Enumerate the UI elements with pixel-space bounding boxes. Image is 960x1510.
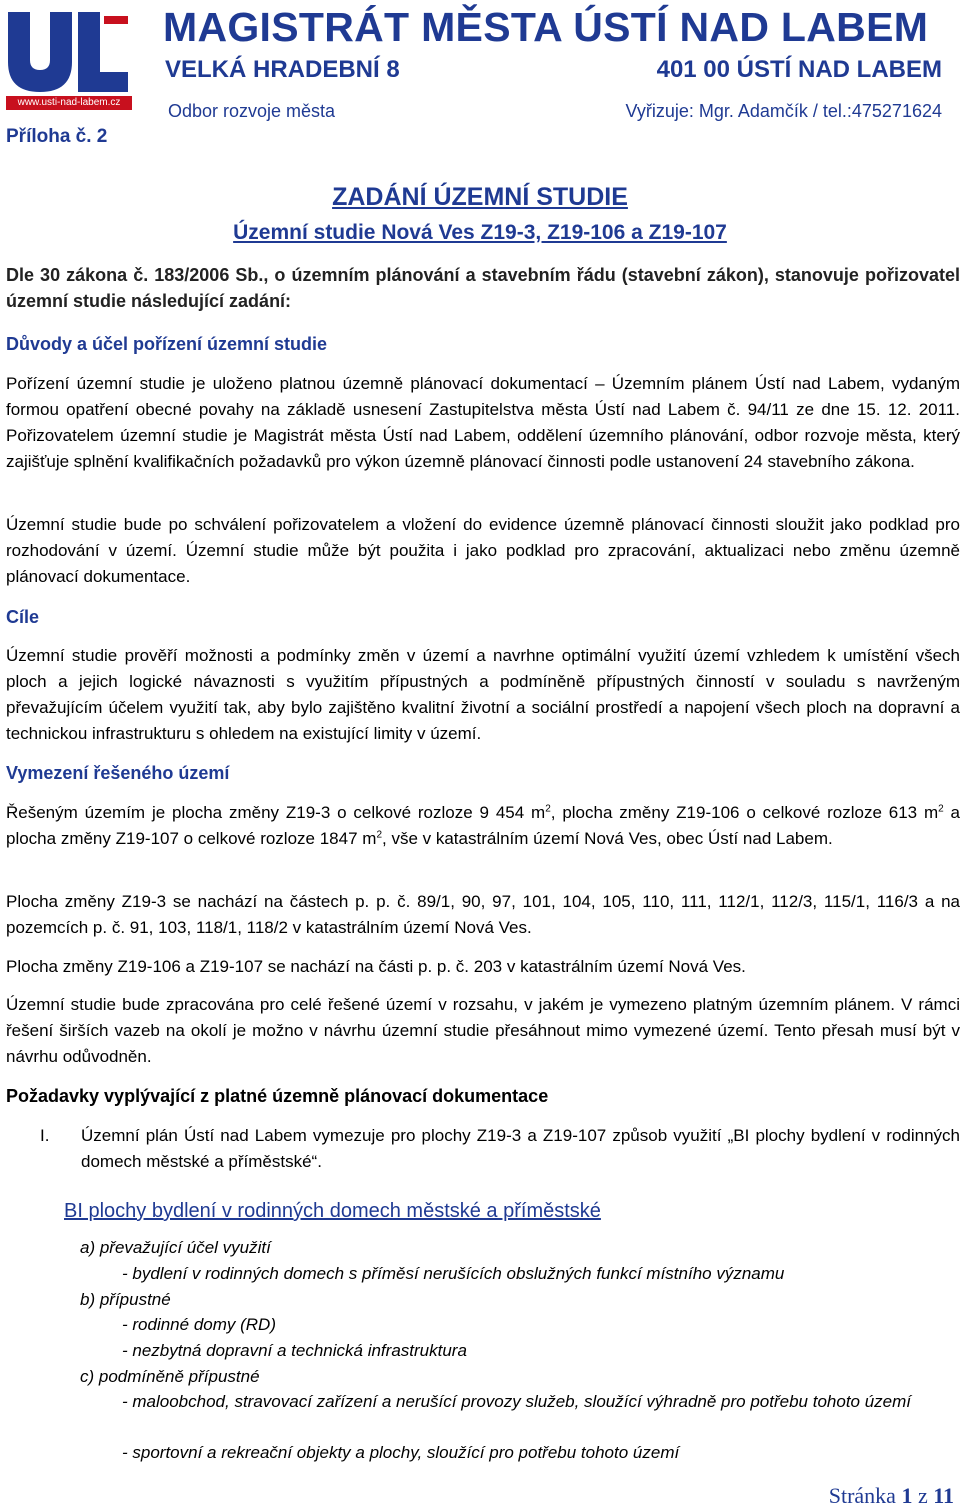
document-subtitle: Územní studie Nová Ves Z19-3, Z19-106 a Z19-107 [233,221,727,244]
city-logo [4,6,134,118]
office-title: MAGISTRÁT MĚSTA ÚSTÍ NAD LABEM [163,4,929,50]
list-item [6,1123,960,1175]
section-reasons [6,331,960,357]
category-b-item: - rodinné domy (RD) [122,1315,276,1334]
section-area-heading [6,760,960,786]
document-title: ZADÁNÍ ÚZEMNÍ STUDIE [332,183,628,211]
contact: Vyřizuje: Mgr. Adamčík / tel.:475271624 [625,101,942,121]
paragraph: Pořízení územní studie je uloženo platnou územně plánovací dokumentací – Územním plánem Ústí nad Labem, vydaným formou opatření obecné povahy na základě usnesení Zastupitelstva města Ústí nad Labem č. 94/11 ze dne 15. 12. 2011. Pořizovatelem územní studie je Magistrát města Ústí nad Labem, oddělení územního plánování, odbor rozvoje města, který zajišťuje splnění kvalifikačních požadavků pro výkon územně plánovací činnosti podle ustanovení 24 stavebního zákona. [6,374,960,471]
paragraph: Plocha změny Z19-3 se nachází na částech p. p. č. 89/1, 90, 97, 101, 104, 105, 110, 111, 112/1, 112/3, 115/1, 116/3 a na pozemcích p. č. 91, 103, 118/1, 118/2 v katastrálním území Nová Ves. [6,892,960,937]
list-text: Územní plán Ústí nad Labem vymezuje pro plochy Z19-3 a Z19-107 způsob využití „BI plochy bydlení v rodinných domech městské a příměstské“. [81,1126,960,1171]
category-c-item: - sportovní a rekreační objekty a plochy, sloužící pro potřebu tohoto území [122,1443,680,1462]
section-area-p2 [6,889,960,941]
section-requirements-heading [6,1083,960,1109]
category-a-item: - bydlení v rodinných domech s příměsí nerušících obslužných funkcí místního významu [122,1264,785,1283]
intro-paragraph [6,262,960,314]
section-heading: Důvody a účel pořízení územní studie [6,334,328,354]
logo-url: www.usti-nad-labem.cz [6,96,132,110]
bi-heading: BI plochy bydlení v rodinných domech městské a příměstské [64,1200,601,1222]
department: Odbor rozvoje města [168,101,336,121]
category-c-label: c) podmíněně přípustné [80,1367,260,1386]
category-b-label: b) přípustné [80,1290,171,1309]
section-goals-p1 [6,643,960,747]
section-goals-heading [6,604,960,630]
paragraph: Plocha změny Z19-106 a Z19-107 se nachází na části p. p. č. 203 v katastrálním území Nová Ves. [6,957,746,976]
section-area-p4 [6,992,960,1070]
office-city: 401 00 ÚSTÍ NAD LABEM [656,56,942,83]
requirements-list [6,1123,960,1175]
section-heading: Vymezení řešeného území [6,763,230,783]
list-number: I. [40,1126,50,1145]
section-reasons-p1 [6,371,960,475]
paragraph: Řešeným územím je plocha změny Z19-3 o celkové rozloze 9 454 $m^2$, plocha změny Z19-106 o celkové rozloze 613 $m^2$ a plocha změny Z19-107 o celkové rozloze 1847 $m^2$, vše v katastrálním území Nová Ves, obec Ústí nad Labem. [6,803,960,848]
section-area-p1 [6,800,960,852]
attachment-label: Příloha č. 2 [6,126,108,147]
usti-logo-icon [4,6,134,98]
office-street: VELKÁ HRADEBNÍ 8 [165,56,400,83]
category-b-item: - nezbytná dopravní a technická infrastruktura [122,1341,467,1360]
section-heading: Požadavky vyplývající z platné územně plánovací dokumentace [6,1086,549,1106]
page-number: Stránka 1 z 11 [828,1483,954,1508]
section-heading: Cíle [6,607,40,627]
intro-text: Dle 30 zákona č. 183/2006 Sb., o územním plánování a stavebním řádu (stavební zákon), stanovuje pořizovatel územní studie následující zadání: [6,265,960,311]
category-a-label: a) převažující účel využití [80,1238,271,1257]
paragraph: Územní studie bude zpracována pro celé řešené území v rozsahu, v jakém je vymezeno platným územním plánem. V rámci řešení širších vazeb na okolí je možno v návrhu územní studie přesáhnout mimo vymezené území. Tento přesah musí být v návrhu odůvodněn. [6,995,960,1066]
paragraph: Územní studie bude po schválení pořizovatelem a vložení do evidence územně plánovací činnosti sloužit jako podklad pro rozhodování v území. Územní studie může být použita i jako podklad pro zpracování, aktualizaci nebo změnu územně plánovací dokumentace. [6,515,960,586]
section-area-p3 [6,954,960,980]
paragraph: Územní studie prověří možnosti a podmínky změn v území a navrhne optimální využití území vzhledem k umístění všech ploch a jejich logické návaznosti s využitím přípustných a podmíněně přípustných činností v souladu s navrženým převažujícím účelem využití tak, aby bylo zajištěno kvalitní životní a sociální prostředí a napojení všech ploch na dopravní a technickou infrastrukturu s ohledem na existující limity v území. [6,646,960,743]
section-reasons-p2 [6,512,960,590]
category-c-item: - maloobchod, stravovací zařízení a nerušící provozy služeb, sloužící výhradně pro potřebu tohoto území [122,1392,912,1411]
